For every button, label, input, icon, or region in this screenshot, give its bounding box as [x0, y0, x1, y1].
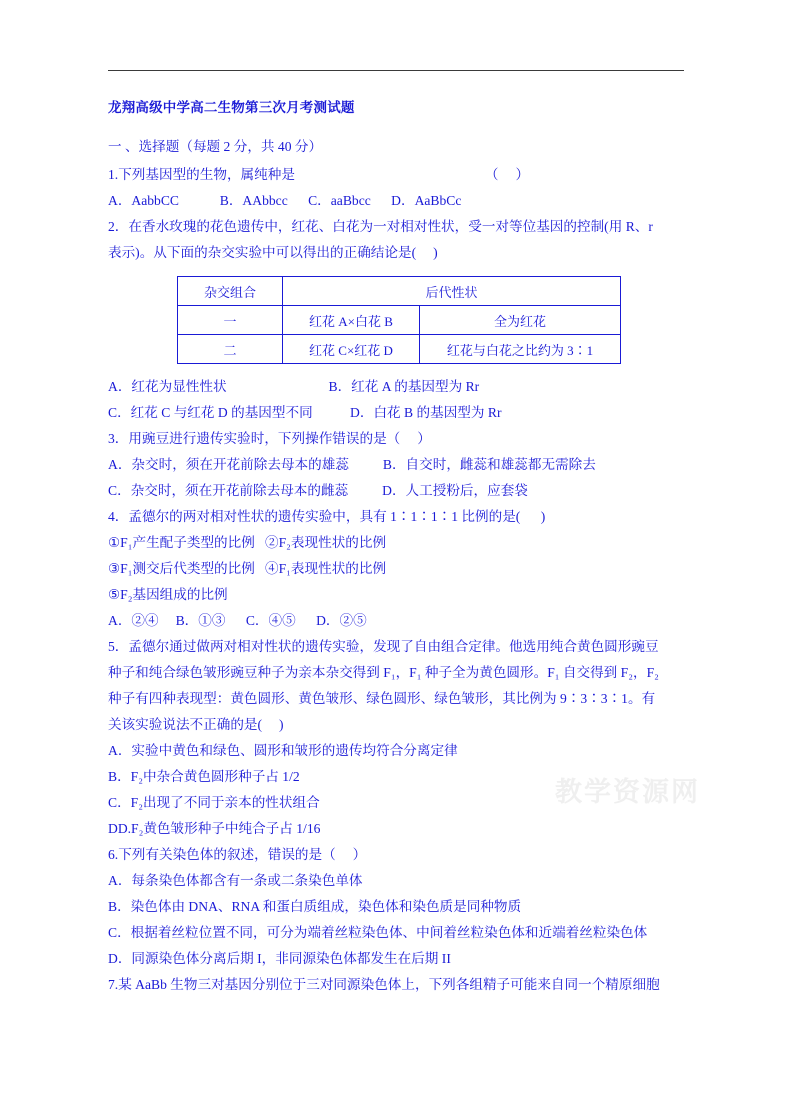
question-1-number: 1.: [108, 167, 119, 182]
question-2-stem-line-1: 2．在香水玫瑰的花色遗传中，红花、白花为一对相对性状，受一对等位基因的控制(用 R、r: [108, 219, 653, 234]
table-header-row: [178, 277, 621, 306]
question-5-option-d: DD.F₂黄色皱形种子中纯合子占 1/16: [108, 821, 321, 836]
question-4-stem: 4．孟德尔的两对相对性状的遗传实验中，具有 1∶1∶1∶1 比例的是( ): [108, 509, 546, 524]
question-5-stem-line-4: 关该实验说法不正确的是( ): [108, 717, 284, 732]
table-header-offspring: 后代性状: [283, 277, 621, 306]
question-2-stem-line-2: 表示)。从下面的杂交实验中可以得出的正确结论是( ): [108, 245, 438, 260]
question-3-option-c-d: C．杂交时，须在开花前除去母本的雌蕊 D．人工授粉后，应套袋: [108, 483, 528, 498]
question-4-sub-2: ③F₁测交后代类型的比例 ④F₁表现性状的比例: [108, 561, 387, 576]
question-5-stem-line-2: 种子和纯合绿色皱形豌豆种子为亲本杂交得到 F₁，F₁ 种子全为黄色圆形。F₁ 自交得到 F₂，F₂: [108, 665, 659, 680]
question-6-option-a: A．每条染色体都含有一条或二条染色单体: [108, 873, 363, 888]
question-6-stem: 6.下列有关染色体的叙述，错误的是（ ）: [108, 847, 367, 862]
question-2-option-c-d: C．红花 C 与红花 D 的基因型不同 D．白花 B 的基因型为 Rr: [108, 405, 502, 420]
question-1-stem: [108, 162, 690, 188]
question-3-stem: 3．用豌豆进行遗传实验时，下列操作错误的是（ ）: [108, 431, 431, 446]
question-7-stem: 7.某 AaBb 生物三对基因分别位于三对同源染色体上，下列各组精子可能来自同一个精原细胞: [108, 977, 660, 992]
document-body: [108, 96, 690, 998]
table-cell-cross-2: 红花 C×红花 D: [283, 335, 420, 364]
question-1-marker: （ ）: [484, 167, 530, 182]
table-cell-combo-1: 一: [178, 306, 283, 335]
question-6-option-d: D．同源染色体分离后期 I，非同源染色体都发生在后期 II: [108, 951, 451, 966]
table-cell-cross-1: 红花 A×白花 B: [283, 306, 420, 335]
question-5-option-c: C．F₂出现了不同于亲本的性状组合: [108, 795, 320, 810]
cross-experiment-table: [177, 276, 621, 364]
section-heading: 一 、选择题（每题 2 分，共 40 分）: [108, 139, 323, 154]
question-6-option-c: C．根据着丝粒位置不同，可分为端着丝粒染色体、中间着丝粒染色体和近端着丝粒染色体: [108, 925, 648, 940]
question-4-sub-1: ①F₁产生配子类型的比例 ②F₂表现性状的比例: [108, 535, 387, 550]
table-cell-result-1: 全为红花: [420, 306, 621, 335]
question-1-options: A．AabbCC B．AAbbcc C．aaBbcc D．AaBbCc: [108, 193, 462, 208]
table-row: [178, 306, 621, 335]
question-3-option-a-b: A．杂交时，须在开花前除去母本的雄蕊 B．自交时，雌蕊和雄蕊都无需除去: [108, 457, 596, 472]
cross-experiment-table-wrap: [108, 276, 690, 364]
question-4-sub-3: ⑤F₂基因组成的比例: [108, 587, 228, 602]
page-title: 龙翔高级中学高二生物第三次月考测试题: [108, 100, 355, 115]
question-5-stem-line-1: 5．孟德尔通过做两对相对性状的遗传实验，发现了自由组合定律。他选用纯合黄色圆形豌豆: [108, 639, 659, 654]
watermark-text: 教学资源网: [555, 777, 700, 807]
table-row: [178, 335, 621, 364]
table-header-combination: 杂交组合: [178, 277, 283, 306]
table-cell-combo-2: 二: [178, 335, 283, 364]
question-1-text: 下列基因型的生物，属纯种是: [118, 167, 295, 182]
question-6-option-b: B．染色体由 DNA、RNA 和蛋白质组成，染色体和染色质是同种物质: [108, 899, 522, 914]
question-5-option-a: A．实验中黄色和绿色、圆形和皱形的遗传均符合分离定律: [108, 743, 458, 758]
question-2-option-a-b: A．红花为显性性状 B．红花 A 的基因型为 Rr: [108, 379, 480, 394]
header-divider-rule: [108, 70, 684, 71]
question-4-options: A．②④ B．①③ C．④⑤ D．②⑤: [108, 613, 367, 628]
question-5-option-b: B．F₂中杂合黄色圆形种子占 1/2: [108, 769, 300, 784]
question-5-stem-line-3: 种子有四种表现型：黄色圆形、黄色皱形、绿色圆形、绿色皱形，其比例为 9∶3∶3∶1。有: [108, 691, 656, 706]
table-cell-result-2: 红花与白花之比约为 3∶1: [420, 335, 621, 364]
